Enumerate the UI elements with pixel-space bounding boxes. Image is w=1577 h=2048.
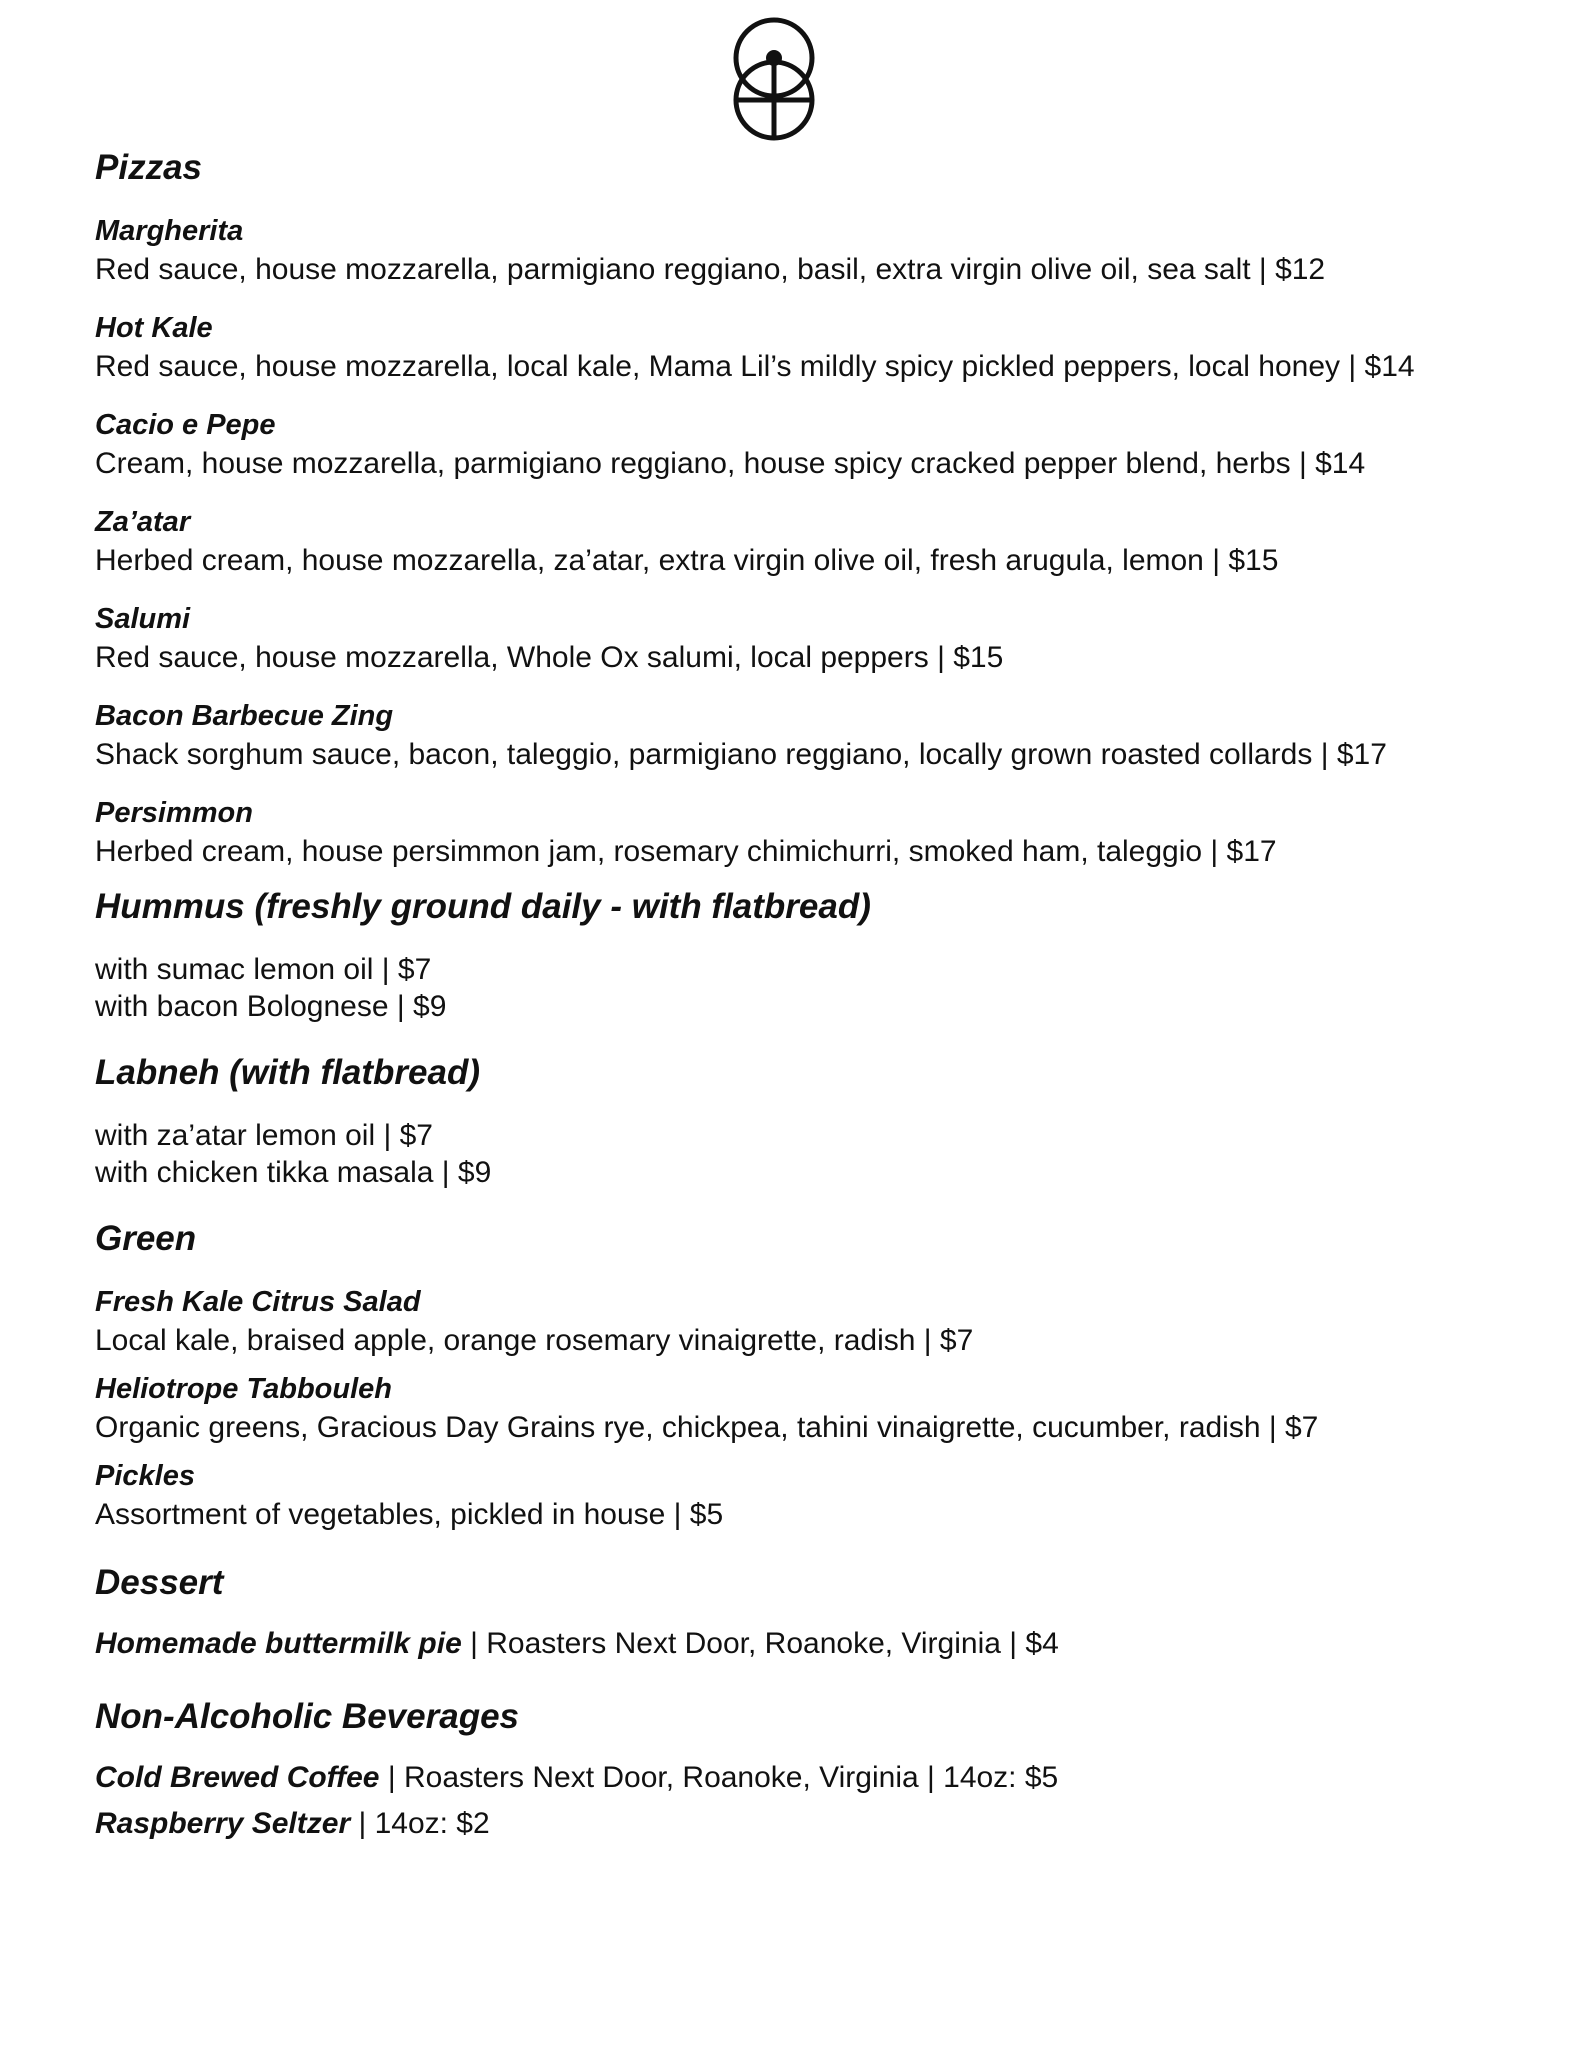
item-description: Herbed cream, house persimmon jam, rosemary chimichurri, smoked ham, taleggio | $17 xyxy=(95,835,1277,868)
item-name: Cacio e Pepe xyxy=(95,409,276,441)
item-description: Local kale, braised apple, orange rosemary vinaigrette, radish | $7 xyxy=(95,1324,974,1357)
item-description: Shack sorghum sauce, bacon, taleggio, parmigiano reggiano, locally grown roasted collards | $17 xyxy=(95,738,1387,771)
section-title: Hummus (freshly ground daily - with flatbread) xyxy=(95,887,871,926)
menu-item xyxy=(95,503,1535,581)
item-name: Persimmon xyxy=(95,797,253,829)
section-title: Dessert xyxy=(95,1563,224,1602)
menu-line: with chicken tikka masala | $9 xyxy=(95,1156,492,1189)
restaurant-logo-icon xyxy=(728,14,820,144)
menu-item xyxy=(95,406,1535,484)
menu-item xyxy=(95,794,1535,872)
item-name: Fresh Kale Citrus Salad xyxy=(95,1286,421,1318)
item-details: | 14oz: $2 xyxy=(350,1807,490,1840)
section-non-alcoholic-beverages xyxy=(95,1695,1535,1847)
menu-line: with za’atar lemon oil | $7 xyxy=(95,1119,433,1152)
menu-item xyxy=(95,1621,1535,1667)
menu-line: with sumac lemon oil | $7 xyxy=(95,953,432,986)
item-details: | Roasters Next Door, Roanoke, Virginia | 14oz: $5 xyxy=(379,1761,1059,1794)
menu-item xyxy=(95,1370,1535,1448)
item-description: Assortment of vegetables, pickled in house | $5 xyxy=(95,1498,724,1531)
section-pizzas xyxy=(95,146,1535,872)
item-name: Heliotrope Tabbouleh xyxy=(95,1373,392,1405)
section-labneh xyxy=(95,1051,1535,1191)
menu-item xyxy=(95,1457,1535,1535)
item-details: | Roasters Next Door, Roanoke, Virginia | $4 xyxy=(461,1627,1059,1660)
item-name: Raspberry Seltzer xyxy=(95,1807,351,1840)
section-hummus xyxy=(95,885,1535,1025)
section-green xyxy=(95,1217,1535,1535)
item-name: Cold Brewed Coffee xyxy=(95,1761,380,1794)
menu-item xyxy=(95,212,1535,290)
item-name: Homemade buttermilk pie xyxy=(95,1627,462,1660)
item-description: Herbed cream, house mozzarella, za’atar, extra virgin olive oil, fresh arugula, lemon | $15 xyxy=(95,544,1279,577)
item-description: Red sauce, house mozzarella, Whole Ox salumi, local peppers | $15 xyxy=(95,641,1004,674)
menu-item xyxy=(95,309,1535,387)
item-name: Pickles xyxy=(95,1460,195,1492)
menu xyxy=(95,146,1535,1847)
item-name: Hot Kale xyxy=(95,312,213,344)
section-title: Non-Alcoholic Beverages xyxy=(95,1697,519,1736)
section-dessert xyxy=(95,1561,1535,1667)
menu-line: with bacon Bolognese | $9 xyxy=(95,990,447,1023)
item-name: Salumi xyxy=(95,603,191,635)
item-description: Red sauce, house mozzarella, parmigiano reggiano, basil, extra virgin olive oil, sea salt | $12 xyxy=(95,253,1326,286)
menu-item xyxy=(95,600,1535,678)
menu-item xyxy=(95,1801,1535,1847)
item-name: Za’atar xyxy=(95,506,191,538)
item-name: Bacon Barbecue Zing xyxy=(95,700,394,732)
item-description: Organic greens, Gracious Day Grains rye, chickpea, tahini vinaigrette, cucumber, radish | $7 xyxy=(95,1411,1319,1444)
section-title: Pizzas xyxy=(95,148,202,187)
item-name: Margherita xyxy=(95,215,244,247)
item-description: Cream, house mozzarella, parmigiano reggiano, house spicy cracked pepper blend, herbs | $14 xyxy=(95,447,1366,480)
section-title: Labneh (with flatbread) xyxy=(95,1053,480,1092)
section-title: Green xyxy=(95,1219,197,1258)
menu-item xyxy=(95,697,1535,775)
menu-item xyxy=(95,1283,1535,1361)
menu-item xyxy=(95,1755,1535,1801)
item-description: Red sauce, house mozzarella, local kale, Mama Lil’s mildly spicy pickled peppers, local honey | $14 xyxy=(95,350,1415,383)
